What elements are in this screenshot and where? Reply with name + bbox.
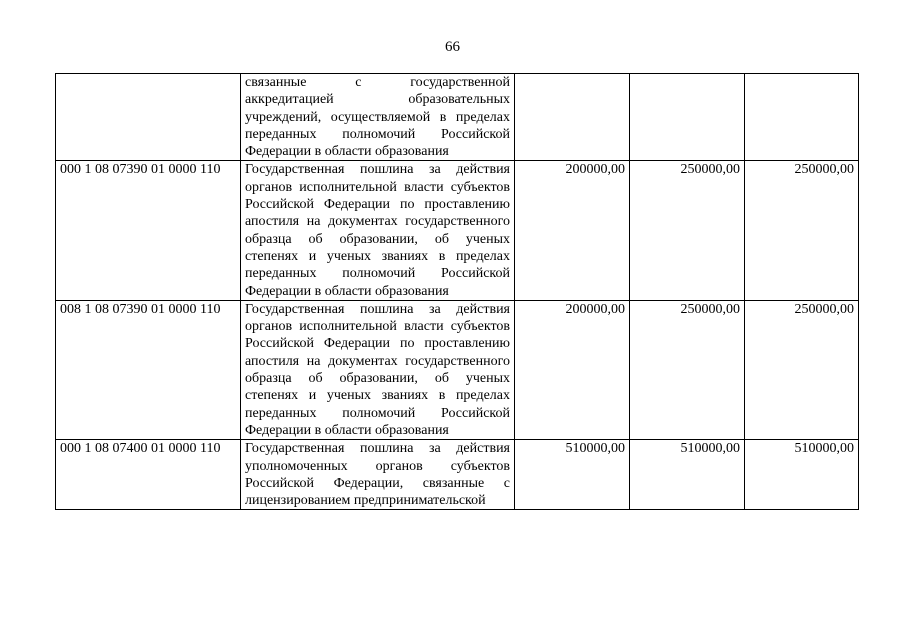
revenue-name-text: Государственная пошлина за действия уполномоченных органов субъектов Российской Федерации, связанные с лицензированием предпринимательской (245, 441, 510, 509)
revenue-name-cell: связанные с государственной аккредитацией образовательных учреждений, осуществляемой в пределах переданных полномочий Российской Федерации в области образования (241, 74, 515, 161)
revenue-code-cell: 000 1 08 07400 01 0000 110 (56, 440, 241, 510)
amount-year1-cell: 200000,00 (515, 161, 630, 300)
amount-year3-cell: 510000,00 (745, 440, 859, 510)
revenue-code-cell: 000 1 08 07390 01 0000 110 (56, 161, 241, 300)
revenue-name-cell (241, 440, 515, 510)
table-row (56, 74, 859, 161)
revenue-code-cell: 008 1 08 07390 01 0000 110 (56, 300, 241, 439)
revenue-code-cell (56, 74, 241, 161)
amount-year1-cell (515, 74, 630, 161)
revenue-name-cell: Государственная пошлина за действия органов исполнительной власти субъектов Российской Федерации по проставлению апостиля на документах государственного образца об образовании, об ученых степенях и ученых званиях в пределах переданных полномочий Российской Федерации в области образования (241, 161, 515, 300)
amount-year2-cell: 510000,00 (630, 440, 745, 510)
amount-year2-cell: 250000,00 (630, 161, 745, 300)
table-row (56, 440, 859, 510)
amount-year3-cell (745, 74, 859, 161)
page-number: 66 (445, 39, 460, 55)
revenue-name-cell: Государственная пошлина за действия органов исполнительной власти субъектов Российской Федерации по проставлению апостиля на документах государственного образца об образовании, об ученых степенях и ученых званиях в пределах переданных полномочий Российской Федерации в области образования (241, 300, 515, 439)
table-row (56, 161, 859, 300)
amount-year1-cell: 510000,00 (515, 440, 630, 510)
amount-year3-cell: 250000,00 (745, 161, 859, 300)
amount-year3-cell: 250000,00 (745, 300, 859, 439)
amount-year2-cell (630, 74, 745, 161)
budget-revenue-table (55, 73, 859, 510)
table-row (56, 300, 859, 439)
amount-year2-cell: 250000,00 (630, 300, 745, 439)
amount-year1-cell: 200000,00 (515, 300, 630, 439)
